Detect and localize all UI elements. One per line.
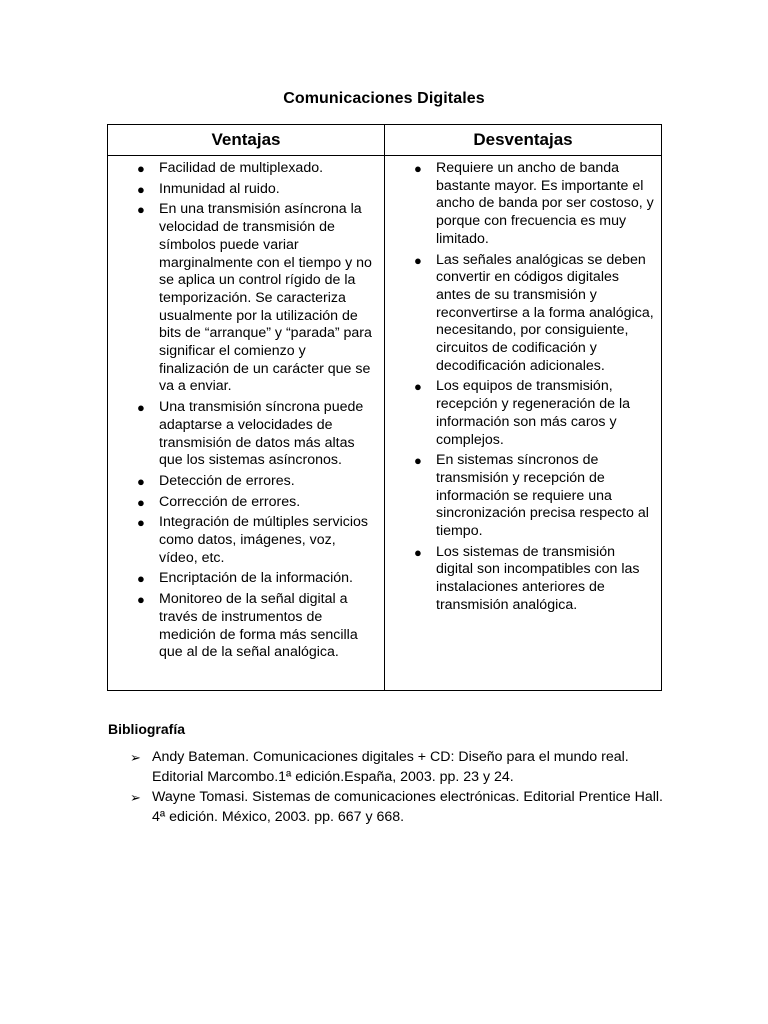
desventajas-cell xyxy=(385,156,662,691)
bullet-icon: ● xyxy=(137,592,145,608)
ventaja-item xyxy=(114,570,378,588)
bullet-icon: ● xyxy=(414,544,422,560)
desventaja-text: Las señales analógicas se deben convertir en códigos digitales antes de su transmisión y reconvertirse a la forma analógica, necesitando, por consiguiente, circuitos de codificación y decodificación adicionales. xyxy=(436,251,654,374)
bibliography-heading: Bibliografía xyxy=(108,721,186,737)
bibliography-item xyxy=(108,748,668,787)
bullet-icon: ● xyxy=(137,571,145,587)
desventaja-item xyxy=(391,544,655,615)
table-body-row xyxy=(108,156,662,691)
ventaja-item xyxy=(114,160,378,178)
ventaja-item xyxy=(114,494,378,512)
bullet-icon: ● xyxy=(137,515,145,531)
desventaja-text: Requiere un ancho de banda bastante mayor. Es importante el ancho de banda por ser costoso, y porque con frecuencia es muy limitado. xyxy=(436,160,654,247)
desventaja-item xyxy=(391,160,655,249)
desventaja-text: Los sistemas de transmisión digital son incompatibles con las instalaciones anteriores de transmisión analógica. xyxy=(436,543,640,613)
header-desventajas: Desventajas xyxy=(385,125,662,156)
ventaja-item xyxy=(114,399,378,470)
ventaja-text: Corrección de errores. xyxy=(159,493,301,510)
ventaja-text: Inmunidad al ruido. xyxy=(159,180,280,197)
header-ventajas: Ventajas xyxy=(108,125,385,156)
bullet-icon: ● xyxy=(137,202,145,218)
desventaja-text: Los equipos de transmisión, recepción y regeneración de la información son más caros y complejos. xyxy=(436,378,631,448)
page-title: Comunicaciones Digitales xyxy=(283,90,485,107)
bullet-icon: ● xyxy=(137,473,145,489)
ventaja-item xyxy=(114,514,378,567)
bullet-icon: ● xyxy=(414,252,422,268)
desventajas-list xyxy=(391,160,655,615)
bullet-icon: ● xyxy=(414,379,422,395)
ventaja-item xyxy=(114,591,378,662)
ventaja-text: Encriptación de la información. xyxy=(159,570,353,587)
bullet-icon: ● xyxy=(414,453,422,469)
bullet-icon: ● xyxy=(137,400,145,416)
comparison-table xyxy=(107,124,662,691)
bullet-icon: ● xyxy=(137,161,145,176)
bullet-icon: ● xyxy=(414,161,422,176)
ventaja-text: Integración de múltiples servicios como datos, imágenes, voz, vídeo, etc. xyxy=(159,514,368,566)
bullet-icon: ● xyxy=(137,494,145,510)
ventajas-cell xyxy=(108,156,385,691)
table-header-row xyxy=(108,125,662,156)
bibliography-item xyxy=(108,788,668,827)
bibliography-text: Wayne Tomasi. Sistemas de comunicaciones electrónicas. Editorial Prentice Hall. 4ª edición. México, 2003. pp. 667 y 668. xyxy=(152,789,663,825)
ventaja-text: Detección de errores. xyxy=(159,472,295,489)
ventaja-item xyxy=(114,473,378,491)
ventaja-text: Monitoreo de la señal digital a través de instrumentos de medición de forma más sencilla que al de la señal analógica. xyxy=(159,591,358,661)
ventajas-list xyxy=(114,160,378,662)
desventaja-item xyxy=(391,252,655,376)
desventaja-item xyxy=(391,452,655,541)
bibliography-text: Andy Bateman. Comunicaciones digitales + CD: Diseño para el mundo real. Editorial Marcombo.1ª edición.España, 2003. pp. 23 y 24. xyxy=(152,749,629,785)
ventaja-text: Una transmisión síncrona puede adaptarse a velocidades de transmisión de datos más altas que los sistemas asíncronos. xyxy=(159,399,364,469)
arrow-bullet-icon: ➢ xyxy=(130,790,141,805)
arrow-bullet-icon: ➢ xyxy=(130,750,141,765)
ventaja-text: Facilidad de multiplexado. xyxy=(159,160,324,176)
bullet-icon: ● xyxy=(137,181,145,197)
desventaja-text: En sistemas síncronos de transmisión y recepción de información se requiere una sincronización precisa respecto al tiempo. xyxy=(436,452,649,540)
ventaja-item xyxy=(114,201,378,396)
ventaja-item xyxy=(114,181,378,199)
desventaja-item xyxy=(391,378,655,449)
bibliography-list xyxy=(108,748,668,828)
ventaja-text: En una transmisión asíncrona la velocidad de transmisión de símbolos puede variar marginalmente con el tiempo y no se aplica un control rígido de la temporización. Se caracteriza usualmente por la utilización de bits de “arranque” y “parada” para significar el comienzo y finalización de un carácter que se va a enviar. xyxy=(159,201,372,395)
